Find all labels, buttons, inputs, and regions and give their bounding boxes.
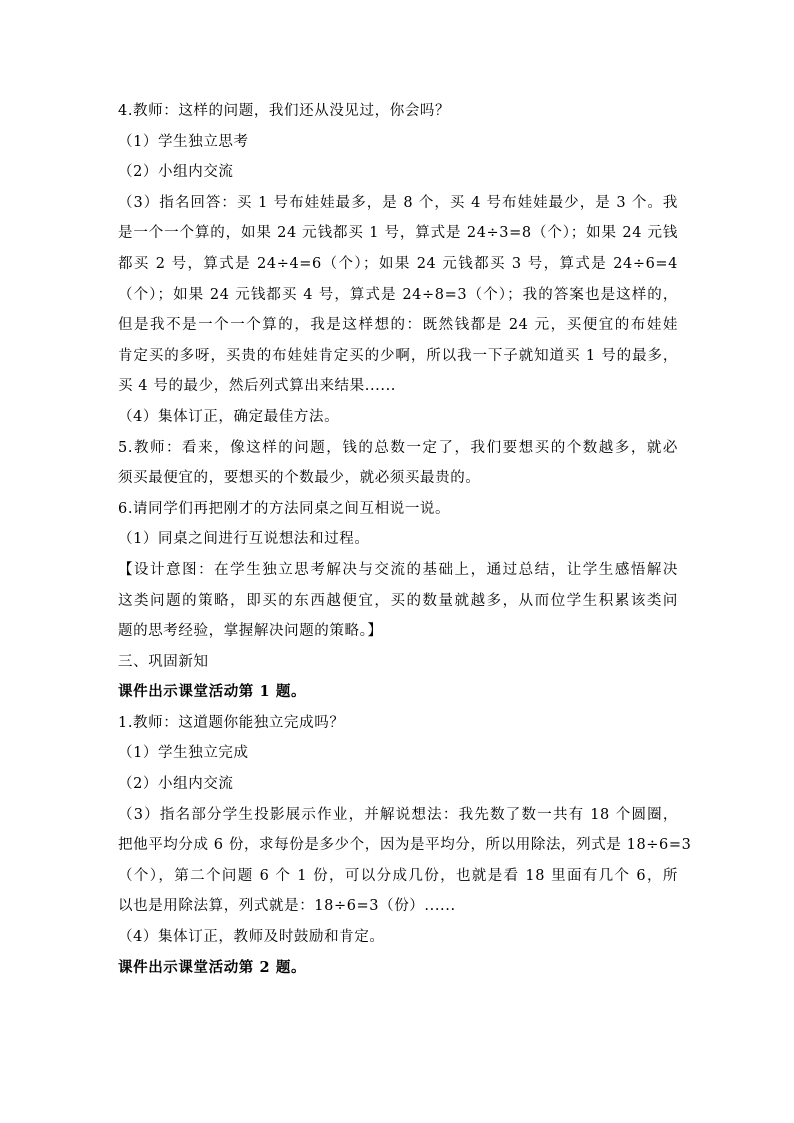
paragraph-line-12: 5.教师：看来，像这样的问题，钱的总数一定了，我们要想买的个数越多，就必 — [118, 439, 678, 456]
paragraph-line-28: （4）集体订正，教师及时鼓励和肯定。 — [118, 929, 385, 946]
paragraph-line-4: （3）指名回答：买 1 号布娃娃最多，是 8 个，买 4 号布娃娃最少，是 3 个。我 — [118, 194, 678, 211]
paragraph-line-2: （1）学生独立思考 — [118, 133, 249, 150]
paragraph-line-13: 须买最便宜的，要想买的个数最少，就必须买最贵的。 — [118, 470, 481, 487]
paragraph-line-24: （3）指名部分学生投影展示作业，并解说想法：我先数了数一共有 18 个圆圈， — [118, 806, 678, 823]
paragraph-line-15: （1）同桌之间进行互说想法和过程。 — [118, 531, 370, 548]
paragraph-line-23: （2）小组内交流 — [118, 776, 234, 793]
paragraph-line-8: 但是我不是一个一个算的，我是这样想的：既然钱都是 24 元，买便宜的布娃娃 — [118, 317, 678, 334]
design-intent-line-2: 这类问题的策略，即买的东西越便宜，买的数量就越多，从而位学生积累该类问 — [118, 592, 678, 609]
document-page — [118, 96, 692, 983]
paragraph-line-25: 把他平均分成 6 份，求每份是多少个，因为是平均分，所以用除法，列式是 18÷6=3 — [118, 837, 692, 854]
paragraph-line-14: 6.请同学们再把刚才的方法同桌之间互相说一说。 — [118, 500, 451, 517]
paragraph-line-11: （4）集体订正，确定最佳方法。 — [118, 408, 340, 425]
paragraph-line-10: 买 4 号的最少，然后列式算出来结果...... — [118, 378, 396, 395]
paragraph-line-26: （个），第二个问题 6 个 1 份，可以分成几份，也就是看 18 里面有几个 6，所 — [118, 867, 678, 884]
paragraph-line-3: （2）小组内交流 — [118, 164, 234, 181]
paragraph-line-7: （个）；如果 24 元钱都买 4 号，算式是 24÷8=3（个）；我的答案也是这样的， — [118, 286, 678, 303]
paragraph-line-21: 1.教师：这道题你能独立完成吗？ — [118, 714, 345, 731]
paragraph-line-27: 以也是用除法算，列式就是：18÷6=3（份）...... — [118, 898, 456, 915]
paragraph-line-6: 都买 2 号，算式是 24÷4=6（个）；如果 24 元钱都买 3 号，算式是 24÷6=4 — [118, 255, 678, 272]
paragraph-line-22: （1）学生独立完成 — [118, 745, 249, 762]
paragraph-line-9: 肯定买的多呀，买贵的布娃娃肯定买的少啊，所以我一下子就知道买 1 号的最多， — [118, 347, 678, 364]
section-heading: 三、巩固新知 — [118, 653, 209, 670]
paragraph-line-5: 是一个一个算的，如果 24 元钱都买 1 号，算式是 24÷3=8（个）；如果 24 元钱 — [118, 225, 678, 242]
design-intent-line-1: 【设计意图：在学生独立思考解决与交流的基础上，通过总结，让学生感悟解决 — [118, 561, 678, 578]
paragraph-line-1: 4.教师：这样的问题，我们还从没见过，你会吗？ — [118, 103, 451, 119]
courseware-heading-1: 课件出示课堂活动第 1 题。 — [118, 683, 307, 701]
courseware-heading-2: 课件出示课堂活动第 2 题。 — [118, 958, 307, 976]
design-intent-line-3: 题的思考经验，掌握解决问题的策略。】 — [118, 623, 383, 640]
